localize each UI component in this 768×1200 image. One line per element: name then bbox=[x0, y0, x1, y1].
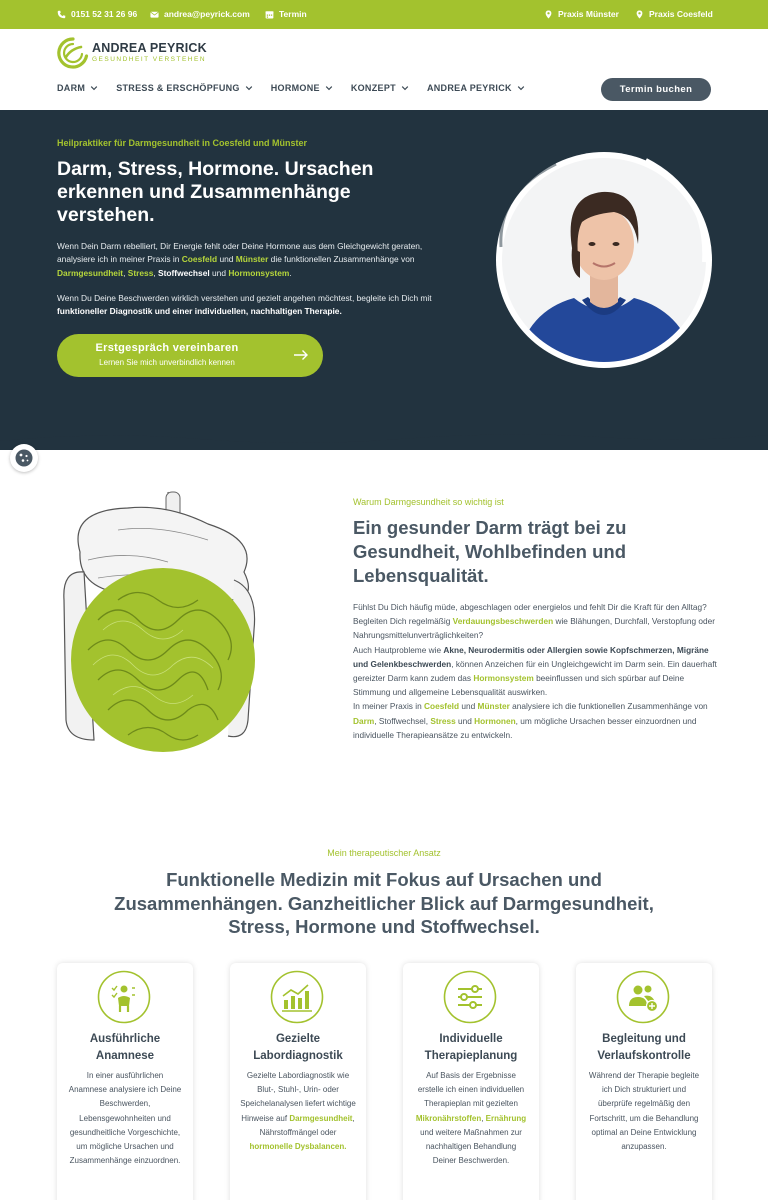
text-run: , bbox=[481, 1113, 486, 1123]
appointment-link[interactable] bbox=[265, 9, 307, 19]
text-run: wie Blähungen, Durchfall, Verstopfung oder Nahrungsmittelunverträglichkeiten? bbox=[353, 616, 716, 641]
highlight-text: Ernährung bbox=[485, 1113, 527, 1123]
card-text bbox=[67, 1069, 183, 1168]
card-title: Individuelle Therapieplanung bbox=[424, 1033, 518, 1062]
top-bar bbox=[0, 0, 768, 29]
cta-sub-label: Lernen Sie mich unverbindlich kennen bbox=[99, 358, 235, 367]
card-title: Ausführliche Anamnese bbox=[89, 1033, 161, 1062]
highlight-text: Münster bbox=[477, 701, 510, 712]
text-run: Während der Therapie begleite ich Dich strukturiert und überprüfe regelmäßig den Fortschritt, um die Behandlung optimal an Deine Entwicklung anzupassen. bbox=[588, 1071, 700, 1152]
text-run: und weitere Maßnahmen zur nachhaltigen Behandlung Deiner Beschwerden. bbox=[420, 1127, 522, 1166]
card-text bbox=[413, 1069, 529, 1168]
text-run: beeinflussen und sich spürbar auf Deine Stimmung und allgemeine Lebensqualität auswirken. bbox=[353, 673, 685, 698]
section2-eyebrow: Warum Darmgesundheit so wichtig ist bbox=[353, 497, 504, 507]
text-run: Wenn Du Deine Beschwerden wirklich verstehen und gezielt angehen möchtest, begleite ich Dich mit bbox=[57, 293, 432, 303]
section3-title: Funktionelle Medizin mit Fokus auf Ursachen und Zusammenhängen. Ganzheitlicher Blick auf Darmgesundheit, Stress, Hormone und Stoffwechsel. bbox=[114, 869, 654, 937]
approach-card-anamnesis bbox=[57, 963, 193, 1200]
text-run: und bbox=[217, 254, 236, 265]
text-run: die funktionellen Zusammenhänge von bbox=[268, 254, 415, 265]
hero-wave-divider bbox=[0, 425, 768, 455]
cta-main-label: Erstgespräch vereinbaren bbox=[95, 342, 239, 354]
text-run: und bbox=[209, 267, 229, 278]
nav-label: HORMONE bbox=[270, 83, 320, 93]
mail-icon bbox=[150, 10, 159, 19]
email-link[interactable] bbox=[150, 9, 250, 19]
sliders-icon bbox=[443, 970, 497, 1024]
approach-card-lab-diagnostics bbox=[230, 963, 366, 1200]
text-run: Auch Hautprobleme wie bbox=[353, 644, 444, 655]
highlight-text: Verdauungsbeschwerden bbox=[452, 616, 554, 627]
hero-section bbox=[0, 110, 768, 450]
highlight-text: Darmgesundheit bbox=[57, 267, 124, 278]
location-coesfeld-link[interactable] bbox=[635, 9, 713, 19]
consultation-cta-button[interactable] bbox=[57, 334, 323, 377]
location-muenster: Praxis Münster bbox=[558, 9, 619, 19]
cookie-settings-button[interactable] bbox=[10, 444, 38, 472]
highlight-text: Mikronährstoffen bbox=[415, 1113, 482, 1123]
site-header bbox=[0, 29, 768, 110]
text-run: . bbox=[289, 267, 292, 278]
logo-swirl-icon bbox=[57, 37, 89, 69]
card-text bbox=[240, 1069, 356, 1154]
text-run: Auf Basis der Ergebnisse erstelle ich einen individuellen Therapieplan mit gezielten bbox=[417, 1071, 525, 1109]
logo-tagline: GESUNDHEIT VERSTEHEN bbox=[92, 56, 207, 63]
bold-text: funktioneller Diagnostik und einer individuellen, nachhaltigen Therapie. bbox=[57, 306, 342, 317]
highlight-text: hormonelle Dysbalancen. bbox=[249, 1142, 347, 1152]
email-address: andrea@peyrick.com bbox=[164, 9, 250, 19]
phone-number: 0151 52 31 26 96 bbox=[71, 9, 138, 19]
portrait-image bbox=[496, 152, 712, 368]
bold-text: Akne, Neurodermitis oder Allergien sowie Kopfschmerzen, Migräne und Gelenkbeschwerden bbox=[353, 644, 709, 669]
text-run: analysiere ich die funktionellen Zusammenhänge von bbox=[509, 701, 708, 712]
highlight-text: Darmgesundheit bbox=[289, 1113, 353, 1123]
text-run: Wenn Dein Darm rebelliert, Dir Energie fehlt oder Deine Hormone aus dem Gleichgewicht geraten, analysiere ich in meiner Praxis in bbox=[57, 241, 423, 265]
text-run: und bbox=[455, 715, 475, 726]
text-run: In einer ausführlichen Anamnese analysiere ich Deine Beschwerden, Lebensgewohnheiten und gesundheitliche Vorgeschichte, um mögliche Ursachen und Zusammenhänge einzuordnen. bbox=[68, 1071, 182, 1166]
highlight-text: Stress bbox=[430, 715, 456, 726]
text-run: , Nährstoffmängel oder bbox=[259, 1113, 355, 1137]
nav-item-hormone[interactable] bbox=[271, 83, 333, 93]
highlight-text: Coesfeld bbox=[181, 254, 218, 265]
chevron-down-icon bbox=[325, 84, 333, 92]
section2-title: Ein gesunder Darm trägt bei zu Gesundheit, Wohlbefinden und Lebensqualität. bbox=[353, 517, 627, 586]
hero-paragraph-2 bbox=[57, 292, 437, 319]
users-add-icon bbox=[616, 970, 670, 1024]
phone-link[interactable] bbox=[57, 9, 137, 19]
book-appointment-button[interactable]: Termin buchen bbox=[601, 78, 711, 101]
hero-title: Darm, Stress, Hormone. Ursachen erkennen und Zusammenhänge verstehen. bbox=[57, 158, 374, 226]
text-run: , bbox=[153, 267, 159, 278]
nav-item-andrea-peyrick[interactable] bbox=[427, 83, 525, 93]
logo[interactable] bbox=[57, 37, 207, 69]
highlight-text: Darm bbox=[353, 715, 375, 726]
highlight-text: Hormonen bbox=[474, 715, 516, 726]
nav-label: ANDREA PEYRICK bbox=[426, 83, 512, 93]
map-pin-icon bbox=[635, 10, 644, 19]
intestine-illustration bbox=[58, 490, 318, 765]
text-run: und bbox=[459, 701, 478, 712]
calendar-icon bbox=[265, 10, 274, 19]
bold-text: Stoffwechsel bbox=[158, 267, 210, 278]
nav-item-darm[interactable] bbox=[57, 83, 98, 93]
location-coesfeld: Praxis Coesfeld bbox=[649, 9, 713, 19]
person-checklist-icon bbox=[97, 970, 151, 1024]
cookie-icon bbox=[14, 448, 34, 468]
chevron-down-icon bbox=[90, 84, 98, 92]
appointment-label: Termin bbox=[279, 9, 307, 19]
phone-icon bbox=[57, 10, 66, 19]
nav-item-stress[interactable] bbox=[116, 83, 253, 93]
text-run: , um mögliche Ursachen besser einzuordnen und individuelle Therapieansätze zu entwickeln. bbox=[353, 715, 697, 740]
section2-body bbox=[353, 600, 717, 742]
text-run: Gezielte Labordiagnostik wie Blut-, Stuhl-, Urin- oder Speichelanalysen liefert wichtige Hinweise auf bbox=[240, 1071, 356, 1123]
text-run: , bbox=[123, 267, 128, 278]
map-pin-icon bbox=[544, 10, 553, 19]
location-muenster-link[interactable] bbox=[544, 9, 619, 19]
main-nav bbox=[57, 83, 543, 93]
logo-name: ANDREA PEYRICK bbox=[92, 41, 207, 55]
highlight-text: Stress bbox=[127, 267, 154, 278]
card-title: Begleitung und Verlaufskontrolle bbox=[597, 1033, 691, 1062]
highlight-text: Coesfeld bbox=[424, 701, 460, 712]
nav-label: DARM bbox=[57, 83, 86, 93]
chevron-down-icon bbox=[401, 84, 409, 92]
approach-card-therapy-planning bbox=[403, 963, 539, 1200]
text-run: Fühlst Du Dich häufig müde, abgeschlagen oder energielos und fehlt Dir die Kraft für den Alltag? bbox=[353, 602, 707, 612]
card-title: Gezielte Labordiagnostik bbox=[253, 1033, 343, 1062]
text-run: , können Anzeichen für ein Ungleichgewicht im Darm sein. Ein dauerhaft gereizter Darm kann zudem das bbox=[353, 658, 717, 684]
chevron-down-icon bbox=[245, 84, 253, 92]
chevron-down-icon bbox=[517, 84, 525, 92]
text-run: In meiner Praxis in bbox=[353, 701, 425, 712]
nav-label: KONZEPT bbox=[350, 83, 396, 93]
highlight-text: Münster bbox=[235, 254, 269, 265]
approach-card-follow-up bbox=[576, 963, 712, 1200]
hero-eyebrow: Heilpraktiker für Darmgesundheit in Coesfeld und Münster bbox=[57, 138, 308, 148]
highlight-text: Hormonsystem bbox=[228, 267, 290, 278]
section3-eyebrow: Mein therapeutischer Ansatz bbox=[327, 848, 441, 858]
card-text bbox=[586, 1069, 702, 1154]
nav-item-konzept[interactable] bbox=[351, 83, 409, 93]
text-run: Begleiten Dich regelmäßig bbox=[353, 616, 453, 627]
chart-icon bbox=[270, 970, 324, 1024]
highlight-text: Hormonsystem bbox=[473, 673, 534, 684]
text-run: , Stoffwechsel, bbox=[374, 715, 431, 726]
nav-label: STRESS & ERSCHÖPFUNG bbox=[116, 83, 240, 93]
arrow-right-icon bbox=[293, 349, 309, 361]
hero-paragraph-1 bbox=[57, 240, 437, 280]
